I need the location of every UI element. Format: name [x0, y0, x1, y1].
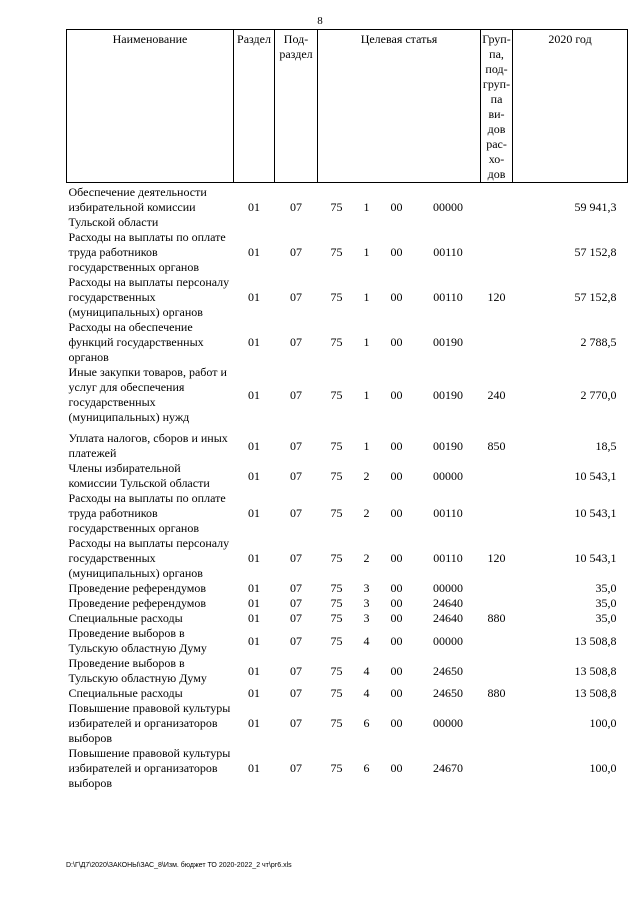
cell-razdel: 01 — [248, 245, 260, 259]
cell-name: Проведение выборов в Тульскую областную Думу — [68, 656, 207, 685]
cell-amount-2020: 35,0 — [595, 581, 617, 595]
cell-name: Повышение правовой культуры избирателей и организаторов выборов — [68, 746, 231, 790]
cell-expense-group: 850 — [487, 438, 506, 453]
cell-name: Расходы на выплаты персоналу государственных (муниципальных) органов — [68, 536, 230, 580]
page-number: 8 — [317, 15, 323, 27]
cell-name: Расходы на выплаты по оплате труда работников государственных органов — [68, 230, 226, 274]
cell-expense-group — [481, 230, 513, 275]
cell-expense-group — [481, 656, 513, 686]
cell-target-direction: 00 — [390, 686, 403, 700]
table-row — [67, 275, 628, 320]
table-row — [67, 183, 628, 231]
cell-target-direction: 00 — [390, 468, 403, 483]
table-body — [67, 183, 628, 792]
cell-target-code: 00190 — [433, 335, 463, 349]
cell-target-direction: 00 — [390, 716, 403, 730]
cell-razdel: 01 — [248, 200, 260, 214]
cell-target-code: 00000 — [433, 200, 463, 214]
cell-target-code: 24650 — [433, 663, 463, 678]
table-row — [67, 536, 628, 581]
cell-target-subprogram: 1 — [363, 438, 370, 453]
cell-target-subprogram: 3 — [363, 581, 370, 595]
cell-expense-group: 120 — [487, 290, 506, 304]
cell-razdel: 01 — [248, 468, 260, 483]
table-row — [67, 320, 628, 365]
cell-podrazdel: 07 — [290, 506, 302, 520]
cell-name: Расходы на обеспечение функций государственных органов — [68, 320, 204, 364]
cell-expense-group — [481, 320, 513, 365]
cell-amount-2020: 13 508,8 — [574, 686, 617, 700]
cell-target-code: 00110 — [433, 290, 463, 304]
cell-target-subprogram: 4 — [363, 663, 370, 678]
cell-name: Проведение референдумов — [68, 596, 207, 610]
cell-target-direction: 00 — [390, 335, 403, 349]
cell-podrazdel: 07 — [290, 596, 302, 610]
cell-target-subprogram: 1 — [363, 200, 370, 214]
cell-name: Уплата налогов, сборов и иных платежей — [68, 431, 228, 460]
cell-target-program: 75 — [330, 438, 343, 453]
cell-podrazdel: 07 — [290, 611, 302, 625]
cell-target-direction: 00 — [390, 290, 403, 304]
cell-target-code: 00190 — [433, 438, 463, 453]
cell-target-program: 75 — [330, 245, 343, 259]
cell-podrazdel: 07 — [290, 468, 302, 483]
table-row — [67, 626, 628, 656]
cell-razdel: 01 — [248, 596, 260, 610]
cell-target-program: 75 — [330, 611, 343, 625]
cell-expense-group — [481, 626, 513, 656]
cell-target-code: 00190 — [433, 387, 463, 402]
header-podrazdel: Под-раздел — [275, 30, 318, 183]
cell-amount-2020: 13 508,8 — [574, 663, 617, 678]
table-row — [67, 230, 628, 275]
table-row — [67, 581, 628, 596]
cell-amount-2020: 100,0 — [589, 716, 617, 730]
cell-target-program: 75 — [330, 387, 343, 402]
cell-target-direction: 00 — [390, 245, 403, 259]
cell-target-program: 75 — [330, 468, 343, 483]
cell-amount-2020: 13 508,8 — [574, 633, 617, 648]
cell-target-subprogram: 6 — [363, 761, 370, 775]
footer-file-path: D:\Г\Д7\2020\ЗАКОНЫ\ЗАС_8\Изм. бюджет ТО 2020-2022_2 чт\рг6.xls — [66, 862, 292, 869]
cell-expense-group — [481, 701, 513, 746]
cell-target-program: 75 — [330, 686, 343, 700]
cell-expense-group — [481, 461, 513, 491]
cell-target-subprogram: 2 — [363, 468, 370, 483]
cell-target-program: 75 — [330, 581, 343, 595]
cell-target-direction: 00 — [390, 506, 403, 520]
cell-target-subprogram: 2 — [363, 506, 370, 520]
cell-razdel: 01 — [248, 761, 260, 775]
cell-target-subprogram: 2 — [363, 551, 370, 565]
table-header-row — [67, 30, 628, 183]
cell-razdel: 01 — [248, 387, 260, 402]
cell-target-code: 24640 — [433, 611, 463, 625]
cell-name: Расходы на выплаты по оплате труда работников государственных органов — [68, 491, 226, 535]
cell-target-program: 75 — [330, 633, 343, 648]
budget-table — [66, 29, 628, 791]
cell-amount-2020: 35,0 — [595, 611, 617, 625]
cell-name: Расходы на выплаты персоналу государственных (муниципальных) органов — [68, 275, 230, 319]
cell-target-program: 75 — [330, 506, 343, 520]
table-row — [67, 701, 628, 746]
cell-podrazdel: 07 — [290, 335, 302, 349]
cell-target-code: 24640 — [433, 596, 463, 610]
cell-razdel: 01 — [248, 290, 260, 304]
cell-name: Проведение референдумов — [68, 581, 207, 595]
table-row — [67, 596, 628, 611]
cell-name: Иные закупки товаров, работ и услуг для обеспечения государственных (муниципальных) нужд — [68, 365, 227, 424]
cell-target-direction: 00 — [390, 438, 403, 453]
cell-amount-2020: 2 770,0 — [580, 387, 617, 402]
cell-name: Специальные расходы — [68, 611, 183, 625]
cell-target-code: 00000 — [433, 581, 463, 595]
cell-podrazdel: 07 — [290, 200, 302, 214]
cell-target-direction: 00 — [390, 200, 403, 214]
cell-target-program: 75 — [330, 200, 343, 214]
cell-target-subprogram: 6 — [363, 716, 370, 730]
cell-podrazdel: 07 — [290, 290, 302, 304]
cell-amount-2020: 57 152,8 — [574, 245, 617, 259]
cell-podrazdel: 07 — [290, 387, 302, 402]
table-row — [67, 686, 628, 701]
cell-target-subprogram: 1 — [363, 387, 370, 402]
cell-amount-2020: 10 543,1 — [574, 506, 617, 520]
cell-target-code: 00110 — [433, 506, 463, 520]
cell-razdel: 01 — [248, 686, 260, 700]
cell-target-direction: 00 — [390, 387, 403, 402]
cell-target-subprogram: 1 — [363, 245, 370, 259]
cell-target-direction: 00 — [390, 761, 403, 775]
cell-expense-group — [481, 581, 513, 596]
cell-target-direction: 00 — [390, 581, 403, 595]
cell-target-subprogram: 4 — [363, 633, 370, 648]
cell-razdel: 01 — [248, 581, 260, 595]
cell-expense-group — [481, 183, 513, 231]
cell-razdel: 01 — [248, 506, 260, 520]
cell-amount-2020: 35,0 — [595, 596, 617, 610]
cell-podrazdel: 07 — [290, 581, 302, 595]
cell-razdel: 01 — [248, 633, 260, 648]
header-name: Наименование — [67, 30, 234, 183]
table-row — [67, 746, 628, 791]
cell-expense-group: 240 — [487, 387, 506, 402]
cell-expense-group: 880 — [487, 686, 506, 700]
cell-amount-2020: 10 543,1 — [574, 551, 617, 565]
table-row — [67, 491, 628, 536]
cell-podrazdel: 07 — [290, 245, 302, 259]
cell-target-program: 75 — [330, 551, 343, 565]
cell-razdel: 01 — [248, 551, 260, 565]
cell-podrazdel: 07 — [290, 716, 302, 730]
cell-podrazdel: 07 — [290, 663, 302, 678]
table-row — [67, 656, 628, 686]
cell-podrazdel: 07 — [290, 761, 302, 775]
cell-target-program: 75 — [330, 596, 343, 610]
header-target-article: Целевая статья — [318, 30, 481, 183]
cell-name: Обеспечение деятельности избирательной комиссии Тульской области — [68, 185, 207, 229]
cell-target-direction: 00 — [390, 551, 403, 565]
header-group: Груп-па, под-груп-па ви-дов рас-хо-дов — [481, 30, 513, 183]
cell-name: Специальные расходы — [68, 686, 183, 700]
header-year: 2020 год — [513, 30, 628, 183]
cell-target-direction: 00 — [390, 663, 403, 678]
cell-expense-group: 120 — [487, 551, 506, 565]
cell-amount-2020: 59 941,3 — [574, 200, 617, 214]
table-row — [67, 611, 628, 626]
cell-expense-group: 880 — [487, 611, 506, 625]
cell-target-program: 75 — [330, 663, 343, 678]
cell-target-code: 00000 — [433, 716, 463, 730]
cell-target-code: 00110 — [433, 245, 463, 259]
cell-name: Проведение выборов в Тульскую областную Думу — [68, 626, 207, 655]
cell-target-code: 00000 — [433, 633, 463, 648]
cell-target-code: 24670 — [433, 761, 463, 775]
table-row — [67, 425, 628, 461]
cell-target-subprogram: 1 — [363, 290, 370, 304]
cell-razdel: 01 — [248, 663, 260, 678]
cell-amount-2020: 2 788,5 — [580, 335, 617, 349]
cell-amount-2020: 57 152,8 — [574, 290, 617, 304]
cell-razdel: 01 — [248, 716, 260, 730]
table-row — [67, 365, 628, 425]
cell-amount-2020: 100,0 — [589, 761, 617, 775]
cell-podrazdel: 07 — [290, 633, 302, 648]
cell-razdel: 01 — [248, 611, 260, 625]
cell-target-direction: 00 — [390, 596, 403, 610]
cell-target-code: 00000 — [433, 468, 463, 483]
cell-target-direction: 00 — [390, 633, 403, 648]
cell-podrazdel: 07 — [290, 686, 302, 700]
cell-razdel: 01 — [248, 335, 260, 349]
cell-name: Повышение правовой культуры избирателей и организаторов выборов — [68, 701, 231, 745]
cell-target-subprogram: 4 — [363, 686, 370, 700]
cell-podrazdel: 07 — [290, 551, 302, 565]
cell-target-subprogram: 3 — [363, 611, 370, 625]
cell-expense-group — [481, 491, 513, 536]
cell-target-subprogram: 3 — [363, 596, 370, 610]
cell-expense-group — [481, 596, 513, 611]
cell-target-direction: 00 — [390, 611, 403, 625]
cell-target-code: 00110 — [433, 551, 463, 565]
cell-expense-group — [481, 746, 513, 791]
table-row — [67, 461, 628, 491]
cell-razdel: 01 — [248, 438, 260, 453]
cell-amount-2020: 10 543,1 — [574, 468, 617, 483]
cell-target-code: 24650 — [433, 686, 463, 700]
cell-amount-2020: 18,5 — [595, 438, 617, 453]
header-razdel: Раздел — [234, 30, 275, 183]
cell-target-program: 75 — [330, 335, 343, 349]
cell-target-subprogram: 1 — [363, 335, 370, 349]
cell-name: Члены избирательной комиссии Тульской области — [68, 461, 210, 490]
cell-target-program: 75 — [330, 290, 343, 304]
cell-podrazdel: 07 — [290, 438, 302, 453]
cell-target-program: 75 — [330, 761, 343, 775]
cell-target-program: 75 — [330, 716, 343, 730]
